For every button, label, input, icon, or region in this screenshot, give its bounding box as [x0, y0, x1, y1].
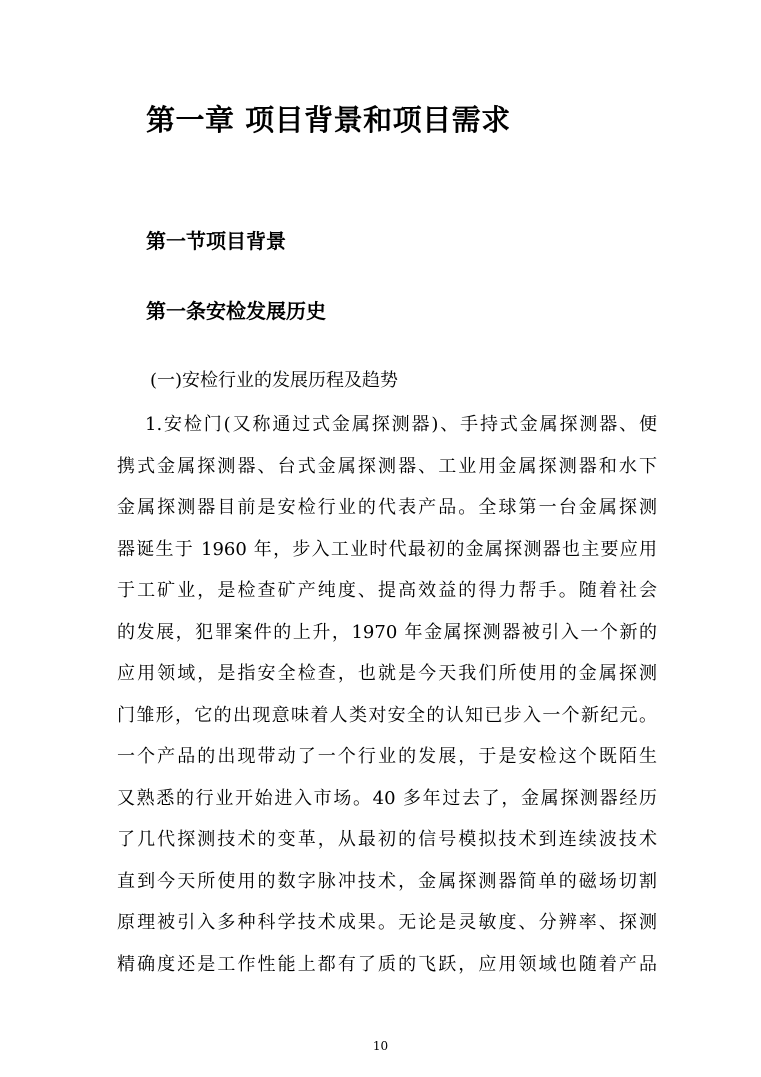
section-title: 第一节项目背景: [146, 229, 286, 253]
paragraph-line: 原理被引入多种科学技术成果。无论是灵敏度、分辨率、探测: [117, 912, 657, 933]
paragraph-line: 应用领域，是指安全检查，也就是今天我们所使用的金属探测: [117, 663, 657, 684]
paragraph-line: 直到今天所使用的数字脉冲技术，金属探测器简单的磁场切割: [117, 870, 657, 892]
subheading: (一)安检行业的发展历程及趋势: [150, 370, 399, 391]
paragraph-line: 一个产品的出现带动了一个行业的发展，于是安检这个既陌生: [117, 746, 657, 767]
paragraph-line: 于工矿业，是检查矿产纯度、提高效益的得力帮手。随着社会: [117, 580, 657, 601]
paragraph-line: 又熟悉的行业开始进入市场。40 多年过去了，金属探测器经历: [117, 787, 657, 809]
page-number: 10: [372, 1039, 389, 1053]
article-title: 第一条安检发展历史: [146, 299, 326, 323]
paragraph-line: 器诞生于 1960 年，步入工业时代最初的金属探测器也主要应用: [117, 538, 657, 560]
paragraph-line: 金属探测器目前是安检行业的代表产品。全球第一台金属探测: [117, 497, 657, 518]
chapter-title: 第一章 项目背景和项目需求: [146, 103, 511, 137]
body-paragraph: [117, 404, 657, 985]
paragraph-line: 1.安检门(又称通过式金属探测器)、手持式金属探测器、便: [145, 414, 657, 435]
paragraph-line: 门雏形，它的出现意味着人类对安全的认知已步入一个新纪元。: [117, 704, 657, 726]
paragraph-line: 精确度还是工作性能上都有了质的飞跃，应用领域也随着产品: [117, 953, 657, 975]
paragraph-line: 携式金属探测器、台式金属探测器、工业用金属探测器和水下: [117, 455, 657, 477]
paragraph-line: 的发展，犯罪案件的上升，1970 年金属探测器被引入一个新的: [117, 621, 657, 643]
paragraph-line: 了几代探测技术的变革，从最初的信号模拟技术到连续波技术: [117, 829, 657, 850]
